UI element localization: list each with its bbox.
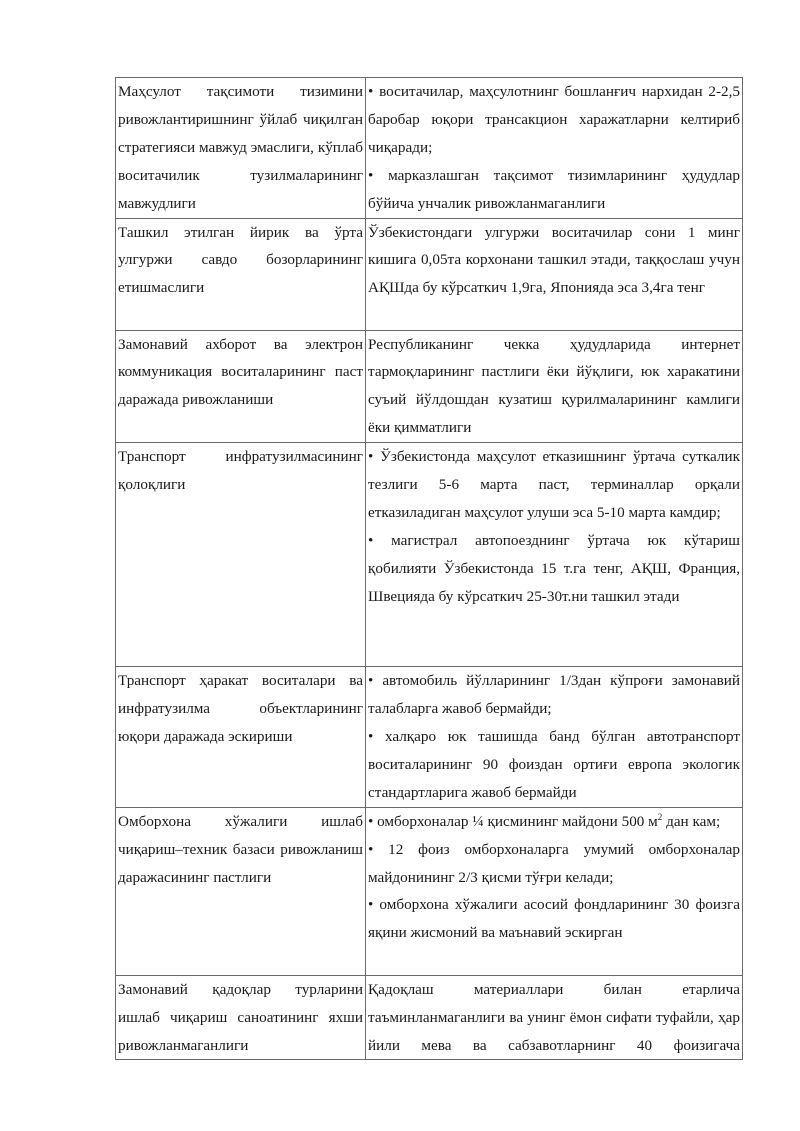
detail-text: Республиканинг чекка ҳудудларида интернет тармоқларининг пастлиги ёки йўқлиги, юк харакатини суъий йўлдошдан кузатиш қурилмаларининг камлиги ёки қимматлиги (368, 335, 740, 437)
problem-cell (116, 807, 366, 975)
problem-cell (116, 975, 366, 1060)
details-cell (366, 975, 743, 1060)
detail-text-tail: дан кам; (662, 812, 721, 830)
problem-text: Омборхона хўжалиги ишлаб чиқариш–техник базаси ривожланиш даражасининг пастлиги (118, 812, 363, 886)
table-row (116, 78, 743, 219)
detail-text: • халқаро юк ташишда банд бўлган автотранспорт воситаларининг 90 фоиздан ортиғи европа экологик стандартларига жавоб бермайди (368, 727, 740, 801)
details-cell (366, 78, 743, 219)
table-row (116, 975, 743, 1060)
problem-text: Маҳсулот тақсимоти тизимини ривожлантиришнинг ўйлаб чиқилган стратегияси мавжуд эмаслиги, кўплаб воситачилик тузилмаларининг мавжудлиги (118, 83, 363, 212)
problem-text: Транспорт ҳаракат воситалари ва инфратузилма объектларининг юқори даражада эскириши (118, 672, 363, 745)
table-row (116, 667, 743, 808)
details-cell (366, 330, 743, 443)
details-cell (366, 218, 743, 330)
detail-text: • воситачилар, маҳсулотнинг бошланғич нархидан 2-2,5 баробар юқори трансакцион харажатларни келтириб чиқаради; (368, 83, 740, 156)
details-cell (366, 443, 743, 667)
table-row (116, 807, 743, 975)
problem-text: Ташкил этилган йирик ва ўрта улгуржи савдо бозорларининг етишмаслиги (118, 223, 363, 297)
detail-text: • марказлашган тақсимот тизимларининг ҳудудлар бўйича унчалик ривожланмаганлиги (368, 166, 740, 212)
problem-cell (116, 443, 366, 667)
problem-cell (116, 218, 366, 330)
problem-cell (116, 667, 366, 808)
table-row (116, 330, 743, 443)
problem-cell (116, 330, 366, 443)
detail-text: Қадоқлаш материаллари билан етарлича таъминланмаганлиги ва унинг ёмон сифати туфайли, ҳар йили мева ва сабзавотларнинг 40 фоизигача (368, 980, 740, 1054)
problem-text: Замонавий ахборот ва электрон коммуникация воситаларининг паст даражада ривожланиши (118, 335, 363, 409)
detail-text: • омборхона хўжалиги асосий фондларининг 30 фоизга яқини жисмоний ва маънавий эскирган (368, 896, 740, 942)
detail-text: • Ўзбекистонда маҳсулот етказишнинг ўртача суткалик тезлиги 5-6 марта паст, терминаллар орқали етказиладиган маҳсулот улуши эса 5-10 марта камдир; (368, 448, 740, 521)
table-row (116, 218, 743, 330)
problem-cell (116, 78, 366, 219)
problem-text: Замонавий қадоқлар турларини ишлаб чиқариш саноатининг яхши ривожланмаганлиги (118, 980, 363, 1054)
detail-text: • 12 фоиз омборхоналарга умумий омборхоналар майдонининг 2/3 қисми тўғри келади; (368, 840, 740, 886)
detail-text (368, 808, 740, 836)
detail-text: • автомобиль йўлларининг 1/3дан кўпроғи замонавий талабларга жавоб бермайди; (368, 672, 740, 718)
detail-text: Ўзбекистондаги улгуржи воситачилар сони 1 минг кишига 0,05та корхонани ташкил этади, таққослаш учун АҚШда бу кўрсаткич 1,9га, Японияда эса 3,4га тенг (368, 223, 740, 297)
details-cell (366, 667, 743, 808)
detail-text: • магистрал автопоезднинг ўртача юк кўтариш қобилияти Ўзбекистонда 15 т.га тенг, АҚШ, Франция, Швецияда бу кўрсаткич 25-30т.ни ташкил этади (368, 531, 740, 605)
superscript: 2 (657, 811, 663, 822)
problem-text: Транспорт инфратузилмасининг қолоқлиги (118, 448, 363, 494)
problems-table (115, 77, 743, 1060)
details-cell (366, 807, 743, 975)
table-row (116, 443, 743, 667)
detail-text-main: • омборхоналар ¼ қисмининг майдони 500 м (368, 812, 658, 830)
